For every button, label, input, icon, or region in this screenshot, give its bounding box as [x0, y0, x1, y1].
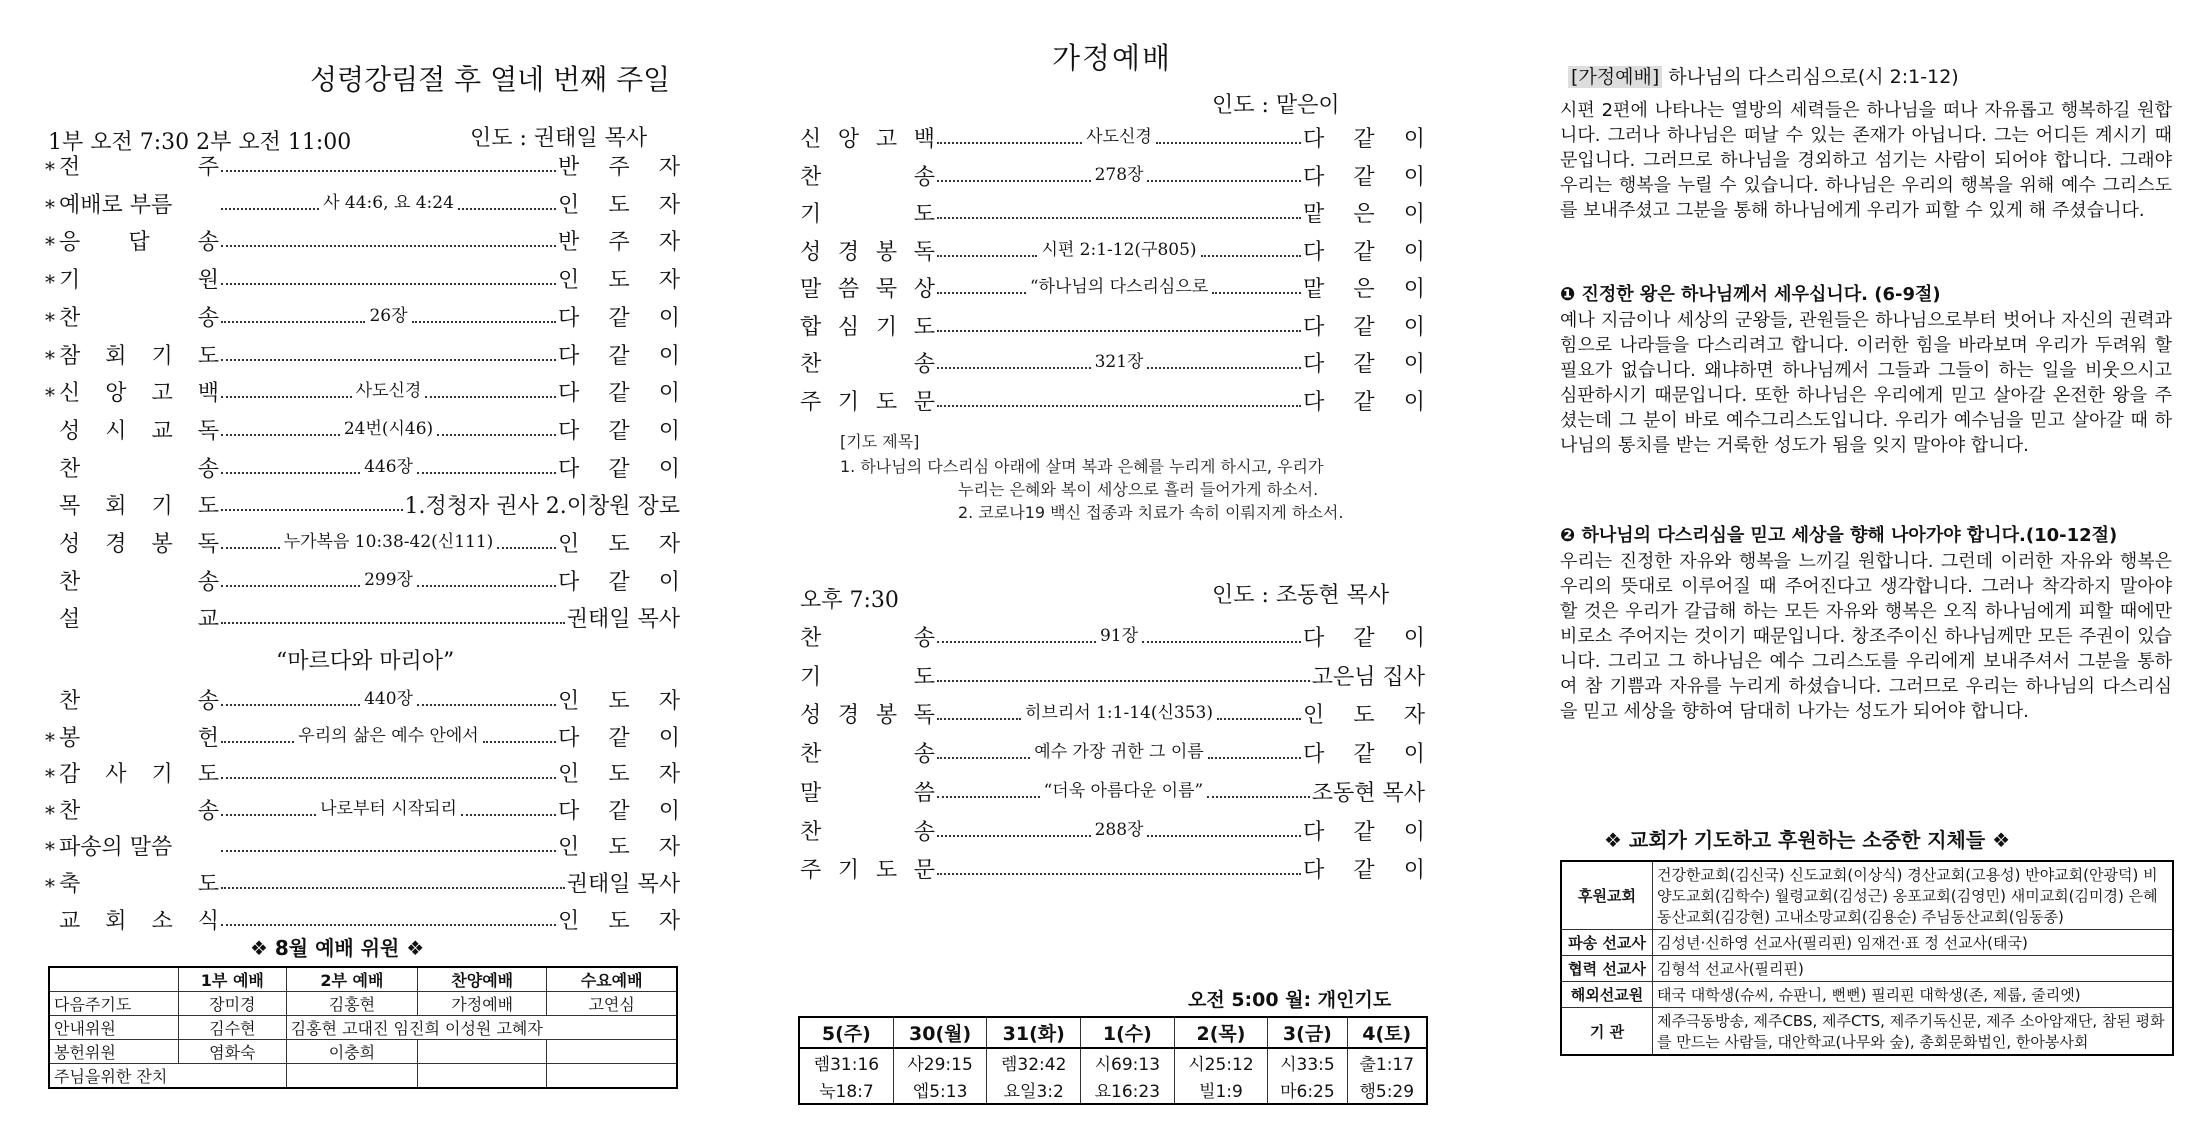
order-line	[45, 340, 680, 370]
order-detail: 26장	[369, 305, 408, 326]
table-cell	[418, 1064, 547, 1089]
table-cell: 렘32:42	[987, 1048, 1081, 1076]
standing-mark: *	[45, 837, 55, 862]
order-detail: 288장	[1094, 819, 1144, 840]
order-line	[800, 777, 1425, 807]
order-role: 조동현 목사	[1311, 780, 1425, 806]
table-cell: 주님을위한 잔치	[49, 1064, 286, 1089]
order-label: 찬 송	[59, 305, 219, 331]
order-line	[800, 738, 1425, 768]
order-line	[45, 490, 680, 520]
order-label: 기 원	[59, 268, 219, 294]
table-header-cell: 2부 예배	[286, 967, 417, 992]
order-leader-dots	[937, 737, 1301, 762]
order-role: 다 같 이	[558, 418, 680, 444]
order-role: 인 도 자	[558, 532, 680, 557]
order-label: 전 주	[59, 155, 219, 180]
order-line	[800, 854, 1425, 884]
order-leader-dots	[937, 873, 1301, 878]
order-label: 찬 송	[59, 456, 219, 482]
order-leader-dots	[221, 565, 556, 590]
table-row	[49, 967, 677, 992]
order-role: 다 같 이	[1303, 819, 1425, 845]
order-role: 권태일 목사	[566, 872, 680, 897]
order-line	[800, 273, 1425, 303]
order-leader-dots	[221, 245, 556, 250]
table-row	[799, 1048, 1427, 1076]
table-cell: 김홍현 고대진 임진희 이성원 고혜자	[286, 1016, 677, 1040]
order-label: 말 씀 묵 상	[800, 277, 935, 302]
order-label: 성 경 봉 독	[800, 703, 935, 729]
table-header-cell: 찬양예배	[418, 967, 547, 992]
support-value: 건강한교회(김신국) 신도교회(이상식) 경산교회(고용성) 반야교회(안광덕) 비양도교회(김학수) 월령교회(김성근) 옹포교회(김영민) 새미교회(김미경) 은혜동산교회(김강현) 고내소망교회(김용순) 주님동산교회(임동종)	[1653, 861, 2174, 930]
table-cell: 김홍현	[286, 992, 417, 1016]
order-role: 다 같 이	[1303, 626, 1425, 651]
order-label: 축 도	[59, 872, 219, 897]
order-detail: 278장	[1094, 164, 1144, 185]
order-detail: 예수 가장 귀한 그 이름	[1034, 742, 1204, 763]
order-line	[45, 722, 680, 752]
table-cell: 다음주기도	[49, 992, 179, 1016]
order-line	[800, 123, 1425, 153]
order-role: 인 도 자	[558, 835, 680, 861]
standing-mark: *	[45, 800, 55, 825]
order-role: 인 도 자	[558, 689, 680, 714]
order-label: 찬 송	[59, 569, 219, 595]
support-key: 해외선교원	[1561, 982, 1653, 1008]
table-row	[49, 1064, 677, 1089]
order-label: 성 경 봉 독	[59, 532, 219, 557]
order-role: 1.정청자 권사 2.이창원 장로	[404, 494, 680, 520]
support-key: 후원교회	[1561, 861, 1653, 930]
order-leader-dots	[937, 776, 1310, 801]
order-line	[800, 348, 1425, 378]
order-label: 주 기 도 문	[800, 389, 935, 415]
standing-mark: *	[45, 727, 55, 752]
order-line	[800, 699, 1425, 729]
devotion-heading-text: 하나님의 다스리심으로(시 2:1-12)	[1662, 66, 1959, 88]
table-cell: 4(토)	[1347, 1017, 1427, 1048]
order-leader-dots	[937, 698, 1301, 723]
order-detail: 446장	[364, 456, 413, 477]
devotion-intro: 시편 2편에 나타나는 열방의 세력들은 하나님을 떠나 자유롭고 행복하길 원합니다. 그러나 하나님은 떠날 수 있는 존재가 아닙니다. 그는 어디든 계시기 때문입니다. 그러므로 하나님을 경외하고 섬기는 사람이 되어야 합니다. 그래야 우리는 행복을 누릴 수 있습니다. 하나님은 우리의 행복을 위해 예수 그리스도를 보내주셨고 그분을 통해 하나님에게 우리가 피할 수 있게 해 주셨습니다.	[1560, 100, 2172, 221]
order-leader-dots	[221, 924, 556, 929]
table-row	[1561, 956, 2173, 982]
order-leader-dots	[937, 680, 1310, 685]
order-detail: 사 44:6, 요 4:24	[323, 192, 454, 213]
point2-title: ❷ 하나님의 다스리심을 믿고 세상을 향해 나아가야 합니다.(10-12절)	[1560, 525, 2118, 546]
order-label: 응 답 송	[59, 230, 219, 256]
support-table	[1560, 860, 2174, 1056]
order-detail: 나로부터 시작되리	[320, 798, 457, 819]
order-detail: 사도신경	[1086, 127, 1152, 147]
table-cell: 31(화)	[987, 1017, 1081, 1048]
table-cell: 빌1:9	[1174, 1076, 1268, 1104]
standing-mark: *	[45, 764, 55, 789]
order-label: 신 앙 고 백	[59, 381, 219, 407]
order-detail: “더욱 아름다운 이름”	[1043, 780, 1204, 801]
table-cell: 렘31:16	[799, 1048, 893, 1076]
table-cell: 시25:12	[1174, 1048, 1268, 1076]
dawn-prayer-title: 오전 5:00 월: 개인기도	[1188, 989, 1392, 1011]
order-line	[45, 685, 680, 715]
table-cell: 30(월)	[893, 1017, 987, 1048]
order-leader-dots	[937, 330, 1301, 335]
table-header-cell: 1부 예배	[179, 967, 287, 992]
order-detail: 누가복음 10:38-42(신111)	[283, 532, 494, 552]
order-leader-dots	[937, 405, 1301, 410]
table-cell: 김수현	[179, 1016, 287, 1040]
order-role: 인 도 자	[1303, 703, 1425, 729]
order-leader-dots	[221, 452, 556, 477]
order-role: 다 같 이	[558, 798, 680, 824]
order-line	[45, 831, 680, 861]
table-cell: 2(목)	[1174, 1017, 1268, 1048]
standing-mark: *	[45, 383, 55, 408]
order-label: 감 사 기 도	[59, 762, 219, 788]
order-label: 기 도	[800, 202, 935, 227]
order-detail: 우리의 삶은 예수 안에서	[298, 725, 479, 746]
table-cell: 눅18:7	[799, 1076, 893, 1104]
order-detail: 사도신경	[355, 381, 422, 402]
table-row	[1561, 1008, 2173, 1056]
order-role: 다 같 이	[558, 381, 680, 407]
order-label: 주 기 도 문	[800, 858, 935, 884]
dawn-prayer-table	[798, 1016, 1428, 1105]
prayer-title: [기도 제목]	[840, 432, 920, 451]
order-detail: 91장	[1099, 626, 1139, 646]
table-cell: 요16:23	[1081, 1076, 1175, 1104]
order-detail: 440장	[364, 689, 413, 709]
order-line	[45, 302, 680, 332]
order-line	[45, 415, 680, 445]
order-leader-dots	[221, 622, 565, 627]
order-role: 다 같 이	[558, 456, 680, 482]
committee-table	[48, 966, 678, 1089]
support-title: ❖ 교회가 기도하고 후원하는 소중한 지체들 ❖	[1604, 828, 2011, 852]
order-role: 다 같 이	[1303, 127, 1425, 152]
order-leader-dots	[221, 414, 556, 439]
service-times: 1부 오전 7:30 2부 오전 11:00	[48, 130, 352, 155]
order-label: 성 경 봉 독	[800, 239, 935, 265]
order-role: 인 도 자	[558, 192, 680, 218]
order-label: 설 교	[59, 607, 219, 633]
table-cell	[418, 1040, 547, 1064]
order-leader-dots	[221, 376, 556, 401]
order-line	[800, 311, 1425, 341]
order-line	[45, 603, 680, 633]
order-label: 합 심 기 도	[800, 314, 935, 340]
table-cell: 행5:29	[1347, 1076, 1427, 1104]
prayer-line-1: 1. 하나님의 다스리심 아래에 살며 복과 은혜를 누리게 하시고, 우리가	[840, 457, 1324, 476]
order-line	[45, 566, 680, 596]
support-key: 협력 선교사	[1561, 956, 1653, 982]
point2-text: 우리는 진정한 자유와 행복을 느끼길 원합니다. 그런데 이러한 자유와 행복은 우리의 뜻대로 이루어질 때 주어진다고 생각합니다. 그러나 착각하지 말아야 할 것은 우리가 갈급해 하는 모든 자유와 행복은 오직 하나님에게 피할 때에만 비로소 주어지는 것이기 때문입니다. 창조주이신 하나님께만 모든 주권이 있습니다. 그리고 그 하나님은 예수 그리스도를 우리에게 보내주셔서 그분을 통하여 참 기쁨과 자유를 누리게 하셨습니다. 그러므로 우리는 하나님의 다스리심을 믿고 세상을 향하여 담대히 나가는 성도가 되어야 합니다.	[1560, 551, 2172, 722]
sermon-title: “마르다와 마리아”	[276, 649, 455, 674]
service-leader: 인도 : 권태일 목사	[470, 126, 648, 151]
table-cell: 엡5:13	[893, 1076, 987, 1104]
point1-title: ❶ 진정한 왕은 하나님께서 세우십니다. (6-9절)	[1560, 284, 1941, 305]
table-cell: 1(수)	[1081, 1017, 1175, 1048]
order-line	[45, 264, 680, 294]
order-leader-dots	[937, 122, 1301, 147]
order-line	[800, 236, 1425, 266]
support-value: 김형석 선교사(필리핀)	[1653, 956, 2174, 982]
order-line	[45, 758, 680, 788]
order-label: 신 앙 고 백	[800, 127, 935, 152]
table-row	[1561, 982, 2173, 1008]
table-cell: 시33:5	[1268, 1048, 1347, 1076]
table-cell: 고연심	[547, 992, 677, 1016]
order-line	[45, 905, 680, 935]
order-label: 말 씀	[800, 780, 935, 806]
table-row	[799, 1076, 1427, 1104]
order-line	[45, 377, 680, 407]
standing-mark: *	[45, 157, 55, 181]
order-leader-dots	[221, 188, 556, 213]
table-cell	[547, 1064, 677, 1089]
table-cell: 염화숙	[179, 1040, 287, 1064]
order-role: 인 도 자	[558, 268, 680, 294]
table-cell: 출1:17	[1347, 1048, 1427, 1076]
order-leader-dots	[221, 777, 556, 782]
order-leader-dots	[221, 170, 556, 175]
order-detail: 시편 2:1-12(구805)	[1041, 239, 1197, 260]
table-header-cell	[49, 967, 179, 992]
order-label: 찬 송	[800, 352, 935, 377]
table-cell	[547, 1040, 677, 1064]
order-role: 다 같 이	[1303, 858, 1425, 884]
order-leader-dots	[937, 272, 1301, 297]
order-leader-dots	[221, 794, 556, 819]
order-line	[45, 189, 680, 219]
support-value: 김성년·신하영 선교사(필리핀) 임재건·표 정 선교사(태국)	[1653, 930, 2174, 956]
prayer-line-3: 2. 코로나19 백신 접종과 치료가 속히 이뤄지게 하소서.	[958, 503, 1344, 522]
home-worship-leader: 인도 : 맡은이	[1212, 93, 1340, 118]
order-leader-dots	[221, 721, 556, 746]
order-line	[45, 151, 680, 181]
table-row	[1561, 861, 2173, 930]
order-leader-dots	[221, 301, 556, 326]
table-cell: 안내위원	[49, 1016, 179, 1040]
order-label: 파송의 말씀	[59, 835, 173, 861]
order-leader-dots	[221, 283, 556, 288]
order-role: 인 도 자	[558, 908, 680, 934]
table-row	[1561, 930, 2173, 956]
order-label: 교 회 소 식	[59, 908, 219, 934]
order-leader-dots	[937, 160, 1301, 185]
support-value: 태국 대학생(슈씨, 슈판니, 뻔뻔) 필리핀 대학생(존, 제룹, 줄리엣)	[1653, 982, 2174, 1008]
order-leader-dots	[937, 217, 1301, 222]
order-label: 목 회 기 도	[59, 494, 219, 520]
table-cell: 3(금)	[1268, 1017, 1347, 1048]
table-cell: 시69:13	[1081, 1048, 1175, 1076]
order-leader-dots	[221, 887, 565, 892]
order-role: 맡 은 이	[1303, 277, 1425, 302]
table-cell: 요일3:2	[987, 1076, 1081, 1104]
order-leader-dots	[937, 235, 1301, 260]
order-role: 맡 은 이	[1303, 202, 1425, 227]
order-role: 권태일 목사	[566, 607, 680, 633]
support-value: 제주극동방송, 제주CBS, 제주CTS, 제주기독신문, 제주 소아암재단, 참된 평화를 만드는 사람들, 대안학교(나무와 숲), 총회문화법인, 한아봉사회	[1653, 1008, 2174, 1056]
order-label: 찬 송	[59, 689, 219, 714]
order-label: 찬 송	[800, 164, 935, 190]
order-role: 반 주 자	[558, 230, 680, 256]
order-leader-dots	[221, 359, 556, 364]
table-cell: 봉헌위원	[49, 1040, 179, 1064]
order-leader-dots	[937, 815, 1301, 840]
table-cell: 마6:25	[1268, 1076, 1347, 1104]
order-detail: “하나님의 다스리심으로	[1029, 277, 1209, 297]
order-label: 예배로 부름	[59, 192, 173, 218]
table-row	[49, 1040, 677, 1064]
order-leader-dots	[937, 347, 1301, 372]
table-cell: 가정예배	[418, 992, 547, 1016]
order-detail: 히브리서 1:1-14(신353)	[1025, 703, 1213, 724]
order-label: 찬 송	[800, 626, 935, 651]
table-row	[49, 1016, 677, 1040]
order-label: 참 회 기 도	[59, 343, 219, 369]
devotion-heading	[1568, 62, 1959, 89]
standing-mark: *	[45, 270, 55, 295]
support-key: 파송 선교사	[1561, 930, 1653, 956]
order-detail: 321장	[1094, 352, 1144, 372]
order-line	[45, 868, 680, 898]
order-role: 다 같 이	[558, 343, 680, 369]
order-role: 다 같 이	[1303, 314, 1425, 340]
order-line	[800, 816, 1425, 846]
order-role: 다 같 이	[1303, 239, 1425, 265]
order-line	[800, 622, 1425, 652]
order-line	[45, 795, 680, 825]
point1-text: 예나 지금이나 세상의 군왕들, 관원들은 하나님으로부터 벗어나 자신의 권력과 힘으로 나라들을 다스리려고 합니다. 이러한 힘을 바라보며 우리가 두려워 할 필요가 없습니다. 왜냐하면 하나님께서 그들과 그들이 하는 일을 비웃으시고 심판하시기 때문입니다. 또한 하나님은 우리에게 믿고 살아갈 온전한 왕을 주셨는데 그 분이 바로 예수그리스도입니다. 우리가 예수님을 믿고 살아갈 때 하나님의 통치를 받는 거룩한 성도가 됨을 잊지 말아야 합니다.	[1560, 310, 2172, 456]
table-header-cell: 수요예배	[547, 967, 677, 992]
standing-mark: *	[45, 232, 55, 257]
table-cell: 장미경	[179, 992, 287, 1016]
order-leader-dots	[221, 684, 556, 709]
table-cell	[286, 1064, 417, 1089]
home-worship-title: 가정예배	[1052, 41, 1173, 75]
order-label: 찬 송	[59, 798, 219, 824]
order-role: 인 도 자	[558, 762, 680, 788]
order-label: 기 도	[800, 664, 935, 690]
table-cell: 이충희	[286, 1040, 417, 1064]
order-line	[45, 226, 680, 256]
order-leader-dots	[221, 850, 556, 855]
prayer-line-2: 누리는 은혜와 복이 세상으로 흘러 들어가게 하소서.	[958, 480, 1319, 499]
order-role: 다 같 이	[1303, 164, 1425, 190]
order-detail: 24번(시46)	[343, 418, 434, 439]
table-row	[49, 992, 677, 1016]
order-role: 다 같 이	[558, 569, 680, 595]
order-leader-dots	[221, 509, 403, 514]
order-line	[45, 453, 680, 483]
committee-title: ❖ 8월 예배 위원 ❖	[250, 936, 425, 960]
table-row	[799, 1017, 1427, 1048]
service-title: 성령강림절 후 열네 번째 주일	[310, 63, 671, 96]
order-role: 다 같 이	[558, 305, 680, 331]
order-line	[800, 161, 1425, 191]
order-line	[800, 661, 1425, 691]
order-leader-dots	[937, 621, 1301, 646]
order-role: 다 같 이	[1303, 389, 1425, 415]
order-role: 다 같 이	[1303, 742, 1425, 768]
standing-mark: *	[45, 345, 55, 370]
standing-mark: *	[45, 874, 55, 898]
order-label: 봉 헌	[59, 725, 219, 751]
order-label: 찬 송	[800, 819, 935, 845]
order-label: 찬 송	[800, 742, 935, 768]
order-label: 성 시 교 독	[59, 418, 219, 444]
order-line	[45, 528, 680, 558]
evening-leader: 인도 : 조동현 목사	[1212, 583, 1390, 608]
order-line	[800, 198, 1425, 228]
order-leader-dots	[221, 527, 556, 552]
order-role: 다 같 이	[558, 725, 680, 751]
evening-time: 오후 7:30	[800, 588, 899, 613]
order-line	[800, 386, 1425, 416]
standing-mark: *	[45, 307, 55, 332]
order-role: 고은님 집사	[1311, 664, 1425, 690]
devotion-tag: [가정예배]	[1568, 66, 1662, 88]
table-cell: 5(주)	[799, 1017, 893, 1048]
table-cell: 사29:15	[893, 1048, 987, 1076]
order-role: 반 주 자	[558, 155, 680, 180]
order-detail: 299장	[364, 569, 413, 590]
standing-mark: *	[45, 194, 55, 219]
order-role: 다 같 이	[1303, 352, 1425, 377]
support-key: 기 관	[1561, 1008, 1653, 1056]
